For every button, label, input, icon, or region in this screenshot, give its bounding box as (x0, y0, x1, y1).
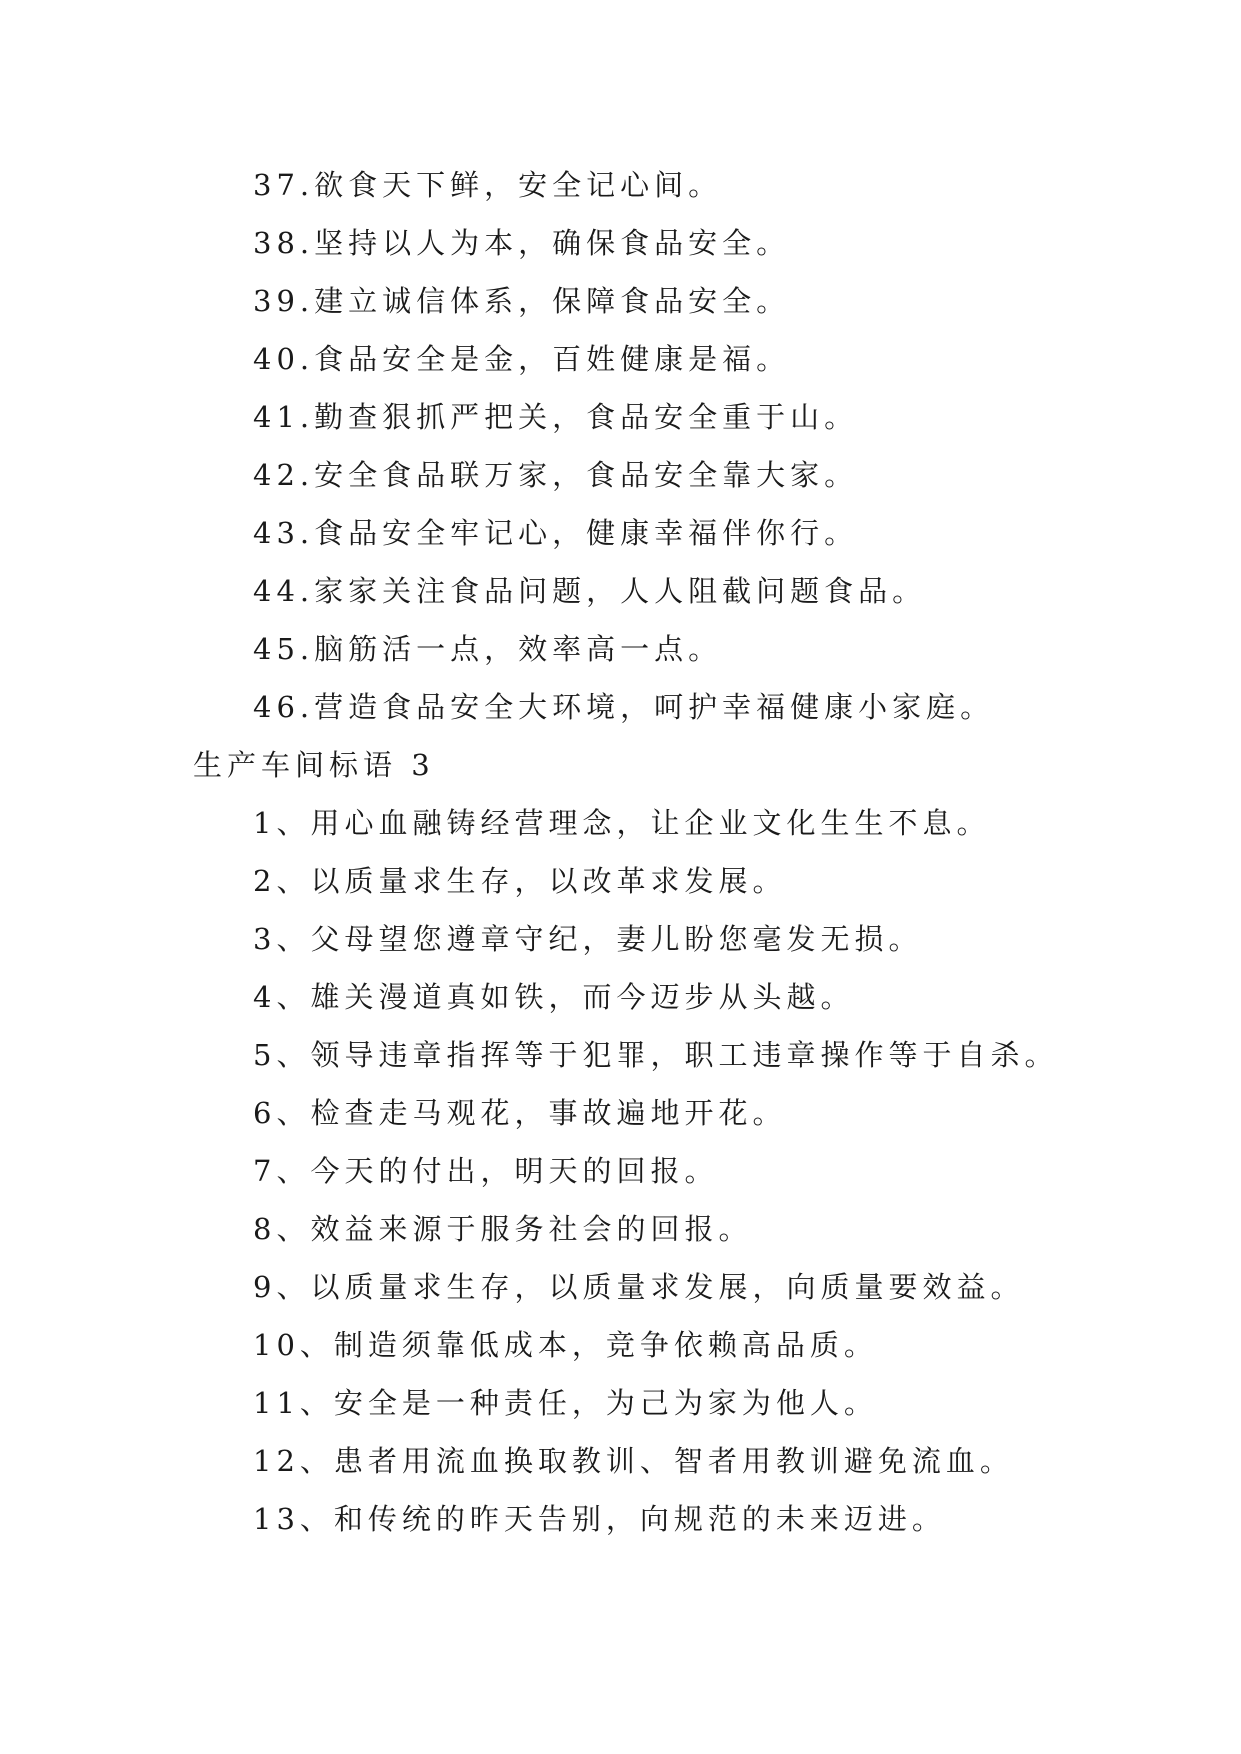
workshop-slogan-2: 2、以质量求生存，以改革求发展。 (253, 864, 787, 898)
slogan-39: 39.建立诚信体系，保障食品安全。 (253, 284, 791, 318)
workshop-slogan-12: 12、患者用流血换取教训、智者用教训避免流血。 (253, 1444, 1014, 1478)
workshop-slogan-5: 5、领导违章指挥等于犯罪，职工违章操作等于自杀。 (253, 1038, 1059, 1072)
workshop-slogan-11: 11、安全是一种责任，为己为家为他人。 (253, 1386, 878, 1420)
workshop-slogan-10: 10、制造须靠低成本，竞争依赖高品质。 (253, 1328, 878, 1362)
section-heading: 生产车间标语 3 (193, 748, 435, 782)
workshop-slogan-13: 13、和传统的昨天告别，向规范的未来迈进。 (253, 1502, 946, 1536)
workshop-slogan-6: 6、检查走马观花，事故遍地开花。 (253, 1096, 787, 1130)
workshop-slogan-3: 3、父母望您遵章守纪，妻儿盼您毫发无损。 (253, 922, 923, 956)
slogan-44: 44.家家关注食品问题，人人阻截问题食品。 (253, 574, 927, 608)
slogan-46: 46.营造食品安全大环境，呵护幸福健康小家庭。 (253, 690, 995, 724)
workshop-slogan-4: 4、雄关漫道真如铁，而今迈步从头越。 (253, 980, 855, 1014)
slogan-45: 45.脑筋活一点，效率高一点。 (253, 632, 723, 666)
workshop-slogan-8: 8、效益来源于服务社会的回报。 (253, 1212, 753, 1246)
workshop-slogan-7: 7、今天的付出，明天的回报。 (253, 1154, 719, 1188)
slogan-40: 40.食品安全是金，百姓健康是福。 (253, 342, 791, 376)
slogan-37: 37.欲食天下鲜，安全记心间。 (253, 168, 723, 202)
slogan-38: 38.坚持以人为本，确保食品安全。 (253, 226, 791, 260)
workshop-slogan-1: 1、用心血融铸经营理念，让企业文化生生不息。 (253, 806, 991, 840)
slogan-43: 43.食品安全牢记心，健康幸福伴你行。 (253, 516, 859, 550)
workshop-slogan-9: 9、以质量求生存，以质量求发展，向质量要效益。 (253, 1270, 1025, 1304)
slogan-41: 41.勤查狠抓严把关，食品安全重于山。 (253, 400, 859, 434)
slogan-42: 42.安全食品联万家，食品安全靠大家。 (253, 458, 859, 492)
